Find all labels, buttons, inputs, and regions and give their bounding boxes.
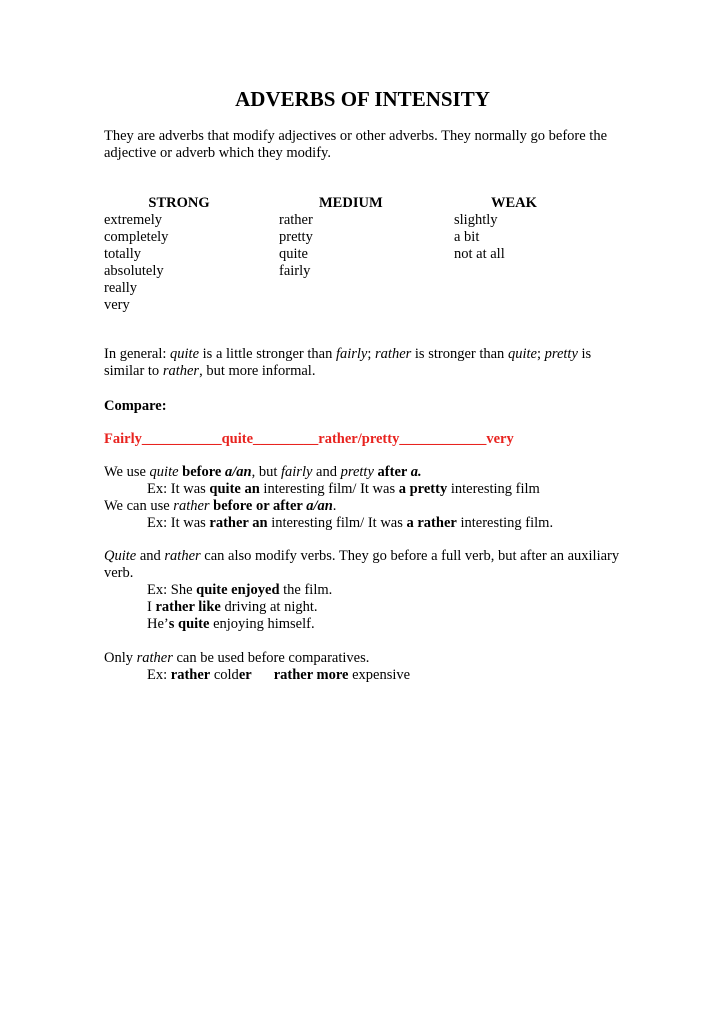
- text-run: ;: [367, 346, 376, 362]
- usage-section: [104, 464, 624, 532]
- text-run: pretty: [340, 464, 374, 480]
- text-run: a.: [410, 464, 422, 480]
- text-run: rather more: [273, 667, 349, 683]
- text-run: I: [147, 599, 156, 615]
- text-run: fairly: [335, 346, 368, 362]
- text-run: Ex: It was: [147, 515, 210, 531]
- text-run: er: [238, 667, 252, 683]
- text-run: rather: [164, 548, 201, 564]
- text-run: the film.: [279, 582, 333, 598]
- list-item: rather: [279, 212, 313, 228]
- list-item: really: [104, 280, 138, 296]
- text-run: quite: [170, 346, 200, 362]
- list-item: totally: [104, 246, 142, 262]
- medium-column: [279, 195, 429, 280]
- text-run: We can use: [104, 498, 174, 514]
- text-run: fairly: [281, 464, 313, 480]
- text-run: enjoying himself.: [209, 616, 315, 632]
- text-run: rather: [136, 650, 173, 666]
- verbs-example-2: [104, 599, 624, 616]
- text-run: and: [136, 548, 165, 564]
- text-run: In general:: [104, 346, 171, 362]
- text-run: s quite: [168, 616, 210, 632]
- comparatives-example: [104, 667, 624, 684]
- text-run: Ex: It was: [147, 481, 210, 497]
- usage-example-1: [104, 481, 624, 498]
- text-run: is similar to: [104, 346, 592, 379]
- verbs-example-1: [104, 582, 624, 599]
- medium-heading: MEDIUM: [319, 195, 383, 211]
- text-run: interesting film.: [456, 515, 554, 531]
- compare-label: Compare:: [104, 398, 167, 414]
- text-run: a/an: [306, 498, 333, 514]
- text-run: a rather: [406, 515, 457, 531]
- list-item: extremely: [104, 212, 162, 228]
- text-run: rather like: [155, 599, 221, 615]
- text-run: cold: [210, 667, 239, 683]
- text-run: rather: [170, 667, 211, 683]
- text-run: is a little stronger than: [199, 346, 336, 362]
- text-run: can also modify verbs. They go before a full verb, but after an auxiliary verb.: [104, 548, 620, 581]
- text-run: before or after: [213, 498, 307, 514]
- usage-rule-1: [104, 464, 624, 481]
- verbs-rule: [104, 548, 624, 582]
- text-run: rather: [375, 346, 412, 362]
- text-run: He’: [147, 616, 169, 632]
- list-item: very: [104, 297, 130, 313]
- text-run: .: [332, 498, 337, 514]
- text-run: , but: [251, 464, 281, 480]
- text-run: Ex:: [147, 667, 171, 683]
- text-run: a pretty: [398, 481, 448, 497]
- weak-heading: WEAK: [491, 195, 537, 211]
- usage-example-2: [104, 515, 624, 532]
- text-run: rather: [173, 498, 210, 514]
- text-run: quite: [507, 346, 537, 362]
- text-run: interesting film/ It was: [267, 515, 407, 531]
- text-run: expensive: [348, 667, 411, 683]
- comparatives-rule: [104, 650, 624, 667]
- text-run: and: [312, 464, 341, 480]
- list-item: absolutely: [104, 263, 164, 279]
- text-run: interesting film: [447, 481, 540, 497]
- list-item: pretty: [279, 229, 313, 245]
- text-run: after: [377, 464, 411, 480]
- text-run: driving at night.: [220, 599, 318, 615]
- list-item: a bit: [454, 229, 480, 245]
- weak-column: [454, 195, 604, 263]
- text-run: a/an: [225, 464, 252, 480]
- text-run: Ex: She: [147, 582, 197, 598]
- text-run: can be used before comparatives.: [172, 650, 370, 666]
- comparatives-section: [104, 650, 624, 684]
- text-run: rather an: [209, 515, 268, 531]
- text-run: quite: [149, 464, 179, 480]
- general-paragraph: [104, 346, 624, 380]
- list-item: not at all: [454, 246, 505, 262]
- strong-column: [104, 195, 254, 314]
- text-run: quite enjoyed: [196, 582, 280, 598]
- list-item: slightly: [454, 212, 498, 228]
- text-run: quite an: [209, 481, 260, 497]
- text-run: Quite: [104, 548, 137, 564]
- text-run: , but more informal.: [199, 363, 316, 379]
- verbs-section: [104, 548, 624, 633]
- text-run: rather: [162, 363, 200, 379]
- text-run: ;: [536, 346, 545, 362]
- text-run: pretty: [544, 346, 578, 362]
- list-item: fairly: [279, 263, 311, 279]
- text-run: We use: [104, 464, 150, 480]
- list-item: completely: [104, 229, 169, 245]
- text-run: is stronger than: [411, 346, 508, 362]
- text-run: Only: [104, 650, 137, 666]
- intensity-scale: Fairly___________quite_________rather/pretty____________very: [104, 431, 514, 447]
- intro-paragraph: They are adverbs that modify adjectives or other adverbs. They normally go before the adjective or adverb which they modify.: [104, 128, 608, 161]
- strong-heading: STRONG: [148, 195, 210, 211]
- text-run: before: [182, 464, 225, 480]
- text-run: interesting film/ It was: [259, 481, 399, 497]
- list-item: quite: [279, 246, 308, 262]
- usage-rule-2: [104, 498, 624, 515]
- verbs-example-3: [104, 616, 624, 633]
- page-title: ADVERBS OF INTENSITY: [235, 87, 490, 111]
